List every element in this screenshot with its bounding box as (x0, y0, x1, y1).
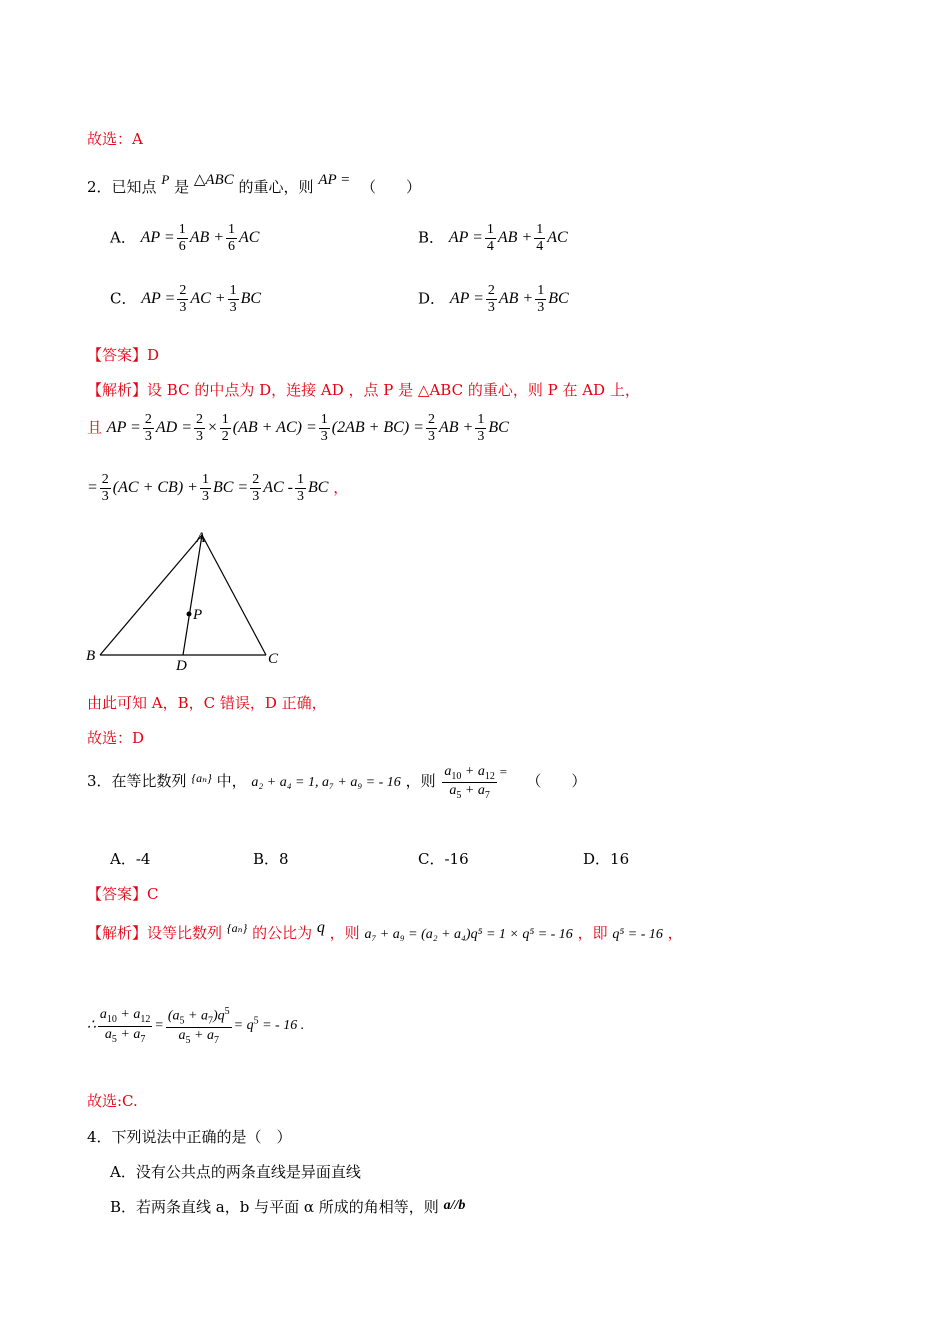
q2-option-b: B． AP = $\frac{1}{4}$ AB + $\frac{1}{4}$ AC (418, 222, 568, 255)
q2-conclusion1: 由此可知 A，B，C 错误，D 正确， (87, 694, 327, 712)
q3-therefore: ∴ $\frac{a_{10} + a_{12}}{a_5 + a_7}$ = $\frac{(a_5 + a_7)q^5}{a_5 + a_7}$ = $q^5$ = - 16 . (87, 1006, 305, 1046)
triangle-figure (80, 525, 300, 675)
q3-stem: 3．在等比数列 $^{\{a_n\}}$ 中， a₂ + a₄ = 1, a₇ + a₉ = - 16 ，则 $\frac{a_{10} + a_{12}}{a_5 + a_7}$ = （ ） (87, 763, 587, 802)
q3-answer: 【答案】C (87, 885, 159, 903)
q3-option-b: B．8 (253, 850, 289, 868)
q2-option-d: D． AP = $\frac{2}{3}$ AB + $\frac{1}{3}$ BC (418, 283, 569, 316)
q3-option-a: A．-4 (110, 850, 151, 868)
q2-conclusion2: 故选：D (87, 729, 145, 747)
q1-conclusion: 故选：A (87, 130, 143, 148)
median-ad (183, 535, 202, 655)
side-ac (202, 535, 266, 655)
q2-analysis-line2: 且 AP = $\frac{2}{3}$ AD = $\frac{2}{3}$ × $\frac{1}{2}$ (AB + AC) = $\frac{1}{3}$ (2AB + BC) = $\frac{2}{3}$ AB + $\frac{1}{3}$ BC (87, 412, 509, 445)
q2-analysis-line3: = $\frac{2}{3}$ (AC + CB) + $\frac{1}{3}$ BC = $\frac{2}{3}$ AC - $\frac{1}{3}$ BC ， (87, 472, 349, 505)
label-b: B (86, 648, 96, 664)
label-p: P (193, 607, 203, 623)
q3-option-d: D．16 (583, 850, 630, 868)
q3-conclusion: 故选:C. (87, 1092, 138, 1110)
q4-option-a: A．没有公共点的两条直线是异面直线 (110, 1163, 361, 1181)
label-d: D (176, 658, 187, 674)
q2-option-c: C． AP = $\frac{2}{3}$ AC + $\frac{1}{3}$ BC (110, 283, 262, 316)
q2-stem: 2．已知点 P 是 △ABC 的重心，则 AP = （ ） (87, 172, 422, 196)
q2-answer: 【答案】D (87, 346, 160, 364)
label-a: A (196, 530, 206, 546)
q3-option-c: C．-16 (418, 850, 469, 868)
label-c: C (268, 651, 279, 667)
q4-option-b: B．若两条直线 a，b 与平面 α 所成的角相等，则 a//b (110, 1198, 466, 1216)
q2-analysis-line1: 【解析】设 BC 的中点为 D，连接 AD ，点 P 是 △ABC 的重心，则 P 在 AD 上， (87, 381, 640, 399)
q4-stem: 4．下列说法中正确的是（ ） (87, 1128, 292, 1146)
centroid-point (187, 612, 192, 617)
q2-option-a: A． AP = $\frac{1}{6}$ AB + $\frac{1}{6}$ AC (110, 222, 260, 255)
side-ab (100, 535, 202, 655)
q3-analysis: 【解析】设等比数列 $^{\{a_n\}}$ 的公比为 q ，则 a₇ + a₉ = (a₂ + a₄)q⁵ = 1 × q⁵ = - 16 ，即 q⁵ = - 16 ， (87, 919, 683, 942)
